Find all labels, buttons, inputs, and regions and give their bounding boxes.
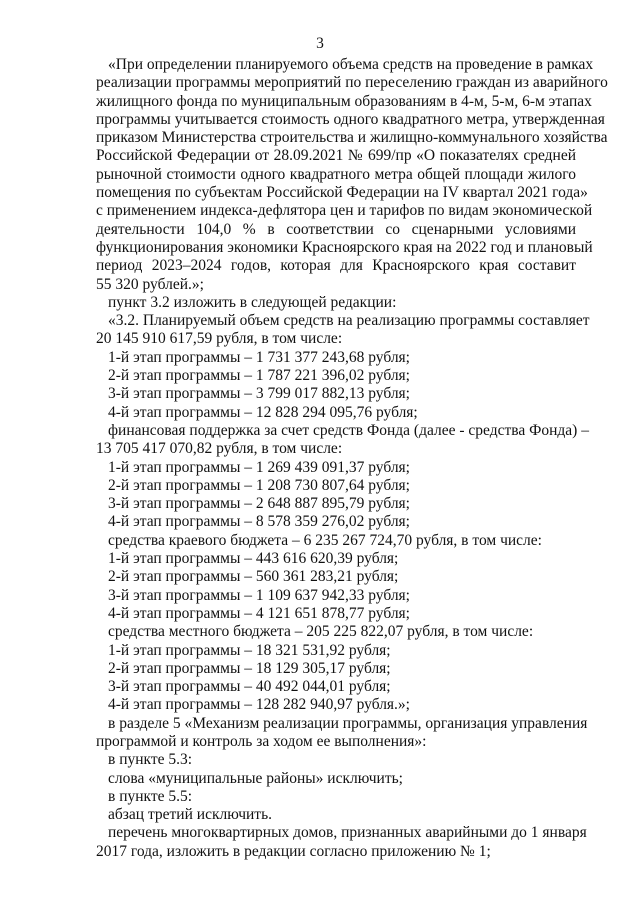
text-line: 4-й этап программы – 128 282 940,97 рубля.»;: [108, 696, 410, 714]
text-line: 2-й этап программы – 1 208 730 807,64 рубля;: [108, 476, 410, 494]
text-line: «3.2. Планируемый объем средств на реализацию программы составляет: [108, 312, 590, 330]
text-line: 3-й этап программы – 3 799 017 882,13 рубля;: [108, 385, 410, 403]
text-line: «При определении планируемого объема средств на проведение в рамках: [108, 56, 594, 73]
text-line: приказом Министерства строительства и жилищно-коммунального хозяйства: [96, 129, 608, 147]
text-line: 3-й этап программы – 1 109 637 942,33 рубля;: [108, 586, 410, 604]
text-line: функционирования экономики Красноярского края на 2022 год и плановый: [96, 238, 593, 256]
text-line: период 2023–2024 годов, которая для Красноярского края составит: [96, 257, 576, 275]
text-line: 2-й этап программы – 1 787 221 396,02 рубля;: [108, 367, 410, 385]
text-line: средства местного бюджета – 205 225 822,07 рубля, в том числе:: [108, 623, 534, 641]
text-line: программой и контроль за ходом ее выполнения»:: [96, 732, 427, 750]
text-line: деятельности 104,0 % в соответствии со сценарными условиями: [96, 220, 576, 238]
text-line: 1-й этап программы – 1 731 377 243,68 рубля;: [108, 348, 410, 366]
text-line: в пункте 5.3:: [108, 751, 193, 769]
text-line: помещения по субъектам Российской Федерации на IV квартал 2021 года»: [96, 184, 588, 202]
text-line: 2-й этап программы – 560 361 283,21 рубля;: [108, 568, 399, 586]
text-line: 2017 года, изложить в редакции согласно приложению № 1;: [96, 842, 491, 860]
text-line: 13 705 417 070,82 рубля, в том числе:: [96, 440, 343, 458]
text-line: 4-й этап программы – 8 578 359 276,02 рубля;: [108, 513, 410, 531]
text-line: 4-й этап программы – 4 121 651 878,77 рубля;: [108, 604, 410, 622]
text-line: 55 320 рублей.»;: [96, 275, 204, 293]
page-number: 3: [316, 35, 324, 52]
text-line: 3-й этап программы – 2 648 887 895,79 рубля;: [108, 495, 410, 513]
text-line: средства краевого бюджета – 6 235 267 724,70 рубля, в том числе:: [108, 531, 542, 549]
text-line: жилищного фонда по муниципальным образованиям в 4-м, 5-м, 6-м этапах: [96, 92, 592, 110]
text-line: слова «муниципальные районы» исключить;: [108, 769, 403, 787]
text-line: 1-й этап программы – 1 269 439 091,37 рубля;: [108, 458, 410, 476]
text-line: финансовая поддержка за счет средств Фонда (далее - средства Фонда) –: [108, 421, 589, 439]
text-line: в пункте 5.5:: [108, 787, 193, 805]
text-line: 1-й этап программы – 443 616 620,39 рубля;: [108, 550, 399, 568]
text-line: с применением индекса-дефлятора цен и тарифов по видам экономической: [96, 202, 593, 220]
text-line: в разделе 5 «Механизм реализации программы, организация управления: [108, 714, 588, 732]
text-line: 2-й этап программы – 18 129 305,17 рубля;: [108, 659, 391, 677]
text-line: 1-й этап программы – 18 321 531,92 рубля;: [108, 641, 391, 659]
text-line: программы учитывается стоимость одного квадратного метра, утвержденная: [96, 110, 605, 128]
text-line: пункт 3.2 изложить в следующей редакции:: [108, 293, 397, 311]
text-line: абзац третий исключить.: [108, 806, 273, 824]
text-line: перечень многоквартирных домов, признанных аварийными до 1 января: [108, 824, 587, 842]
document-body: [96, 56, 608, 861]
text-line: 20 145 910 617,59 рубля, в том числе:: [96, 330, 343, 348]
text-line: рыночной стоимости одного квадратного метра общей площади жилого: [96, 165, 576, 183]
text-line: Российской Федерации от 28.09.2021 № 699/пр «О показателях средней: [96, 147, 576, 165]
text-line: реализации программы мероприятий по переселению граждан из аварийного: [96, 74, 608, 92]
text-line: 3-й этап программы – 40 492 044,01 рубля;: [108, 678, 391, 696]
text-line: 4-й этап программы – 12 828 294 095,76 рубля;: [108, 403, 418, 421]
